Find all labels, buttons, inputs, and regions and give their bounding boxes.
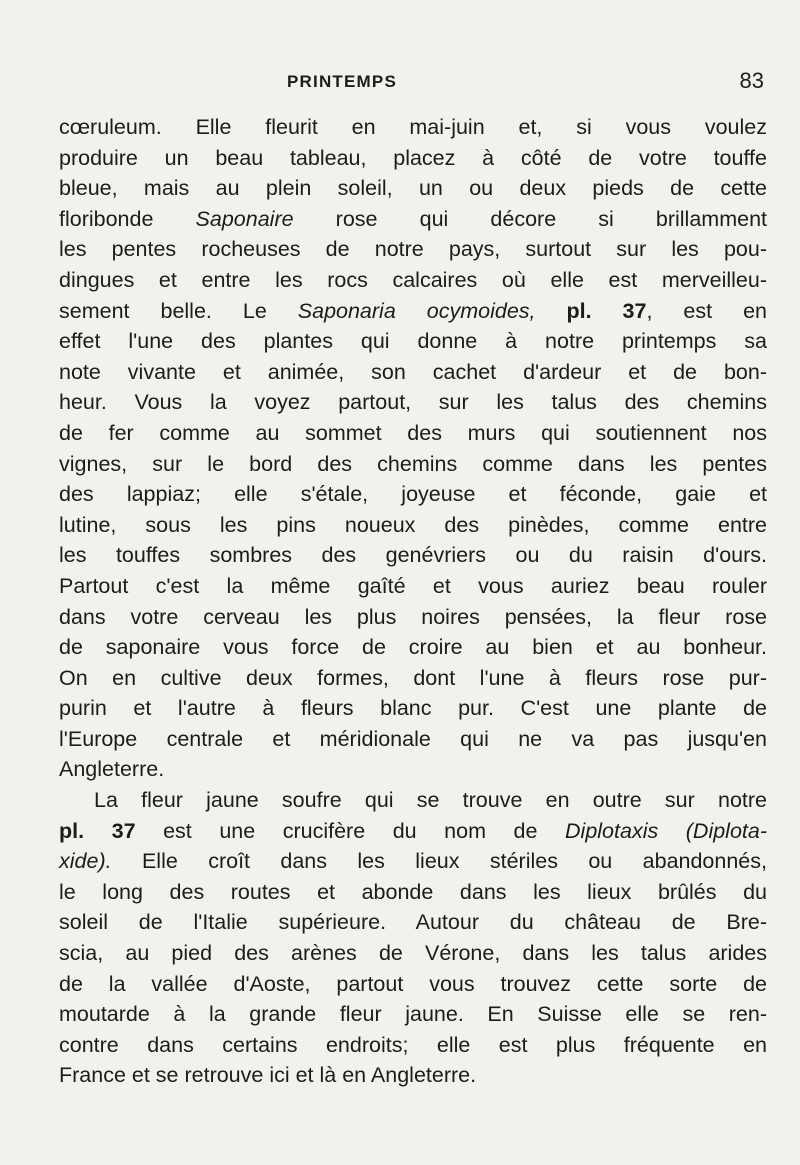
- text-line: [59, 571, 767, 602]
- text-run: de la vallée d'Aoste, partout vous trouvez cette sorte de: [59, 971, 767, 996]
- text-line: [59, 173, 767, 204]
- italic-text: Saponaria ocymoides,: [297, 298, 536, 323]
- text-line: [59, 663, 767, 694]
- italic-text: Diplotaxis (Diplota-: [565, 818, 768, 843]
- text-line: [59, 1030, 767, 1061]
- text-line: [59, 387, 767, 418]
- body-text: [59, 112, 767, 1091]
- text-run: dans votre cerveau les plus noires pensées, la fleur rose: [59, 604, 767, 629]
- text-run: produire un beau tableau, placez à côté de votre touffe: [59, 145, 767, 170]
- text-line: [59, 816, 767, 847]
- text-line: [59, 540, 767, 571]
- text-run: sement belle. Le: [59, 298, 298, 323]
- text-run: Angleterre.: [59, 757, 165, 782]
- page-number: 83: [739, 68, 764, 93]
- text-line: [59, 693, 767, 724]
- text-line: [59, 204, 767, 235]
- text-run: effet l'une des plantes qui donne à notre printemps sa: [59, 329, 767, 354]
- text-run: contre dans certains endroits; elle est plus fréquente en: [59, 1032, 767, 1057]
- text-run: France et se retrouve ici et là en Angleterre.: [59, 1063, 477, 1088]
- text-run: moutarde à la grande fleur jaune. En Suisse elle se ren-: [59, 1002, 767, 1027]
- text-run: [536, 299, 567, 323]
- text-run: des lappiaz; elle s'étale, joyeuse et féconde, gaie et: [59, 482, 767, 507]
- text-run: les touffes sombres des genévriers ou du raisin d'ours.: [59, 543, 767, 568]
- text-line: [59, 326, 767, 357]
- text-line: [59, 602, 767, 633]
- text-run: heur. Vous la voyez partout, sur les talus des chemins: [59, 390, 767, 415]
- text-line: [59, 999, 767, 1030]
- text-run: Elle croît dans les lieux stériles ou abandonnés,: [111, 849, 767, 874]
- text-line: [59, 296, 767, 327]
- text-run: lutine, sous les pins noueux des pinèdes, comme entre: [59, 512, 767, 537]
- text-line: [59, 785, 767, 816]
- text-run: l'Europe centrale et méridionale qui ne va pas jusqu'en: [59, 726, 767, 751]
- text-run: soleil de l'Italie supérieure. Autour du château de Bre-: [59, 910, 767, 935]
- text-line: [59, 234, 767, 265]
- text-run: floribonde: [59, 206, 196, 231]
- text-run: cœruleum. Elle fleurit en mai-juin et, si vous voulez: [59, 115, 767, 139]
- text-line: [59, 418, 767, 449]
- text-run: Partout c'est la même gaîté et vous auriez beau rouler: [59, 573, 767, 598]
- text-line: [59, 877, 767, 908]
- text-run: , est en: [646, 298, 768, 323]
- text-line: [59, 479, 767, 510]
- bold-text: pl. 37: [59, 818, 136, 843]
- text-run: rose qui décore si brillamment: [293, 206, 768, 231]
- italic-text: xide).: [59, 849, 112, 874]
- text-line: [59, 112, 767, 143]
- text-run: les pentes rocheuses de notre pays, surtout sur les pou-: [59, 237, 767, 262]
- bold-text: pl. 37: [566, 298, 647, 323]
- paragraph: [59, 112, 767, 785]
- text-run: scia, au pied des arènes de Vérone, dans les talus arides: [59, 941, 767, 966]
- text-run: dingues et entre les rocs calcaires où elle est merveilleu-: [59, 267, 767, 292]
- text-line: [59, 754, 767, 785]
- text-run: de saponaire vous force de croire au bien et au bonheur.: [59, 635, 767, 660]
- running-title: PRINTEMPS: [287, 72, 397, 91]
- text-line: [59, 1060, 767, 1091]
- text-line: [59, 969, 767, 1000]
- text-line: [59, 846, 767, 877]
- text-run: note vivante et animée, son cachet d'ardeur et de bon-: [59, 359, 767, 384]
- text-line: [59, 907, 767, 938]
- text-line: [59, 143, 767, 174]
- text-run: On en cultive deux formes, dont l'une à fleurs rose pur-: [59, 665, 767, 690]
- paragraph: [59, 785, 767, 1091]
- text-line: [59, 265, 767, 296]
- text-line: [59, 449, 767, 480]
- text-line: [59, 510, 767, 541]
- text-line: [59, 724, 767, 755]
- text-run: le long des routes et abonde dans les lieux brûlés du: [59, 879, 767, 904]
- text-line: [59, 632, 767, 663]
- text-run: de fer comme au sommet des murs qui soutiennent nos: [59, 420, 767, 445]
- italic-text: Saponaire: [195, 206, 294, 231]
- text-run: bleue, mais au plein soleil, un ou deux pieds de cette: [59, 176, 767, 201]
- text-run: vignes, sur le bord des chemins comme dans les pentes: [59, 451, 767, 476]
- text-run: purin et l'autre à fleurs blanc pur. C'est une plante de: [59, 696, 767, 721]
- text-line: [59, 938, 767, 969]
- text-run: La fleur jaune soufre qui se trouve en outre sur notre: [94, 788, 767, 813]
- text-run: est une crucifère du nom de: [135, 818, 566, 843]
- text-line: [59, 357, 767, 388]
